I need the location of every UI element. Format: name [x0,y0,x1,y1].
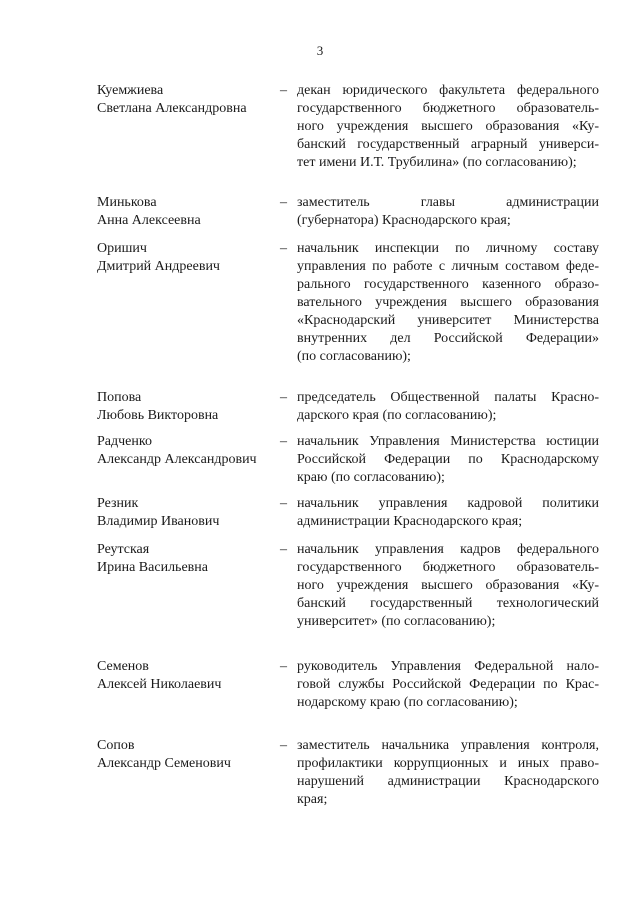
page-number: 3 [316,43,324,58]
member-surname: Минькова [97,195,157,210]
position-line: государственного бюджетного образователь- [297,101,599,116]
member-given-names: Дмитрий Андреевич [97,259,220,274]
position-line: дарского края (по согласованию); [297,408,497,423]
member-surname: Резник [97,496,139,511]
member-given-names: Владимир Иванович [97,514,220,529]
member-position [297,495,599,531]
position-line: краю (по согласованию); [297,470,445,485]
position-line: начальник инспекции по личному составу [297,241,599,256]
position-line: руководитель Управления Федеральной нало- [297,659,599,674]
position-line: края; [297,792,328,807]
member-position [297,240,599,366]
position-line: банский государственный аграрный универси- [297,137,599,152]
position-line: государственного бюджетного образователь- [297,560,599,575]
position-line: начальник управления кадровой политики [297,496,599,511]
member-given-names: Ирина Васильевна [97,560,208,575]
member-position [297,194,599,230]
position-line: декан юридического факультета федерального [297,83,599,98]
dash-separator: – [280,738,287,753]
position-line: тет имени И.Т. Трубилина» (по согласованию); [297,155,577,170]
member-position [297,433,599,487]
member-given-names: Алексей Николаевич [97,677,222,692]
position-line: рального государственного казенного образо- [297,277,599,292]
member-surname: Попова [97,390,142,405]
member-name [97,194,272,230]
position-line: начальник управления кадров федерального [297,542,599,557]
dash-separator: – [280,659,287,674]
member-surname: Сопов [97,738,135,753]
member-name [97,240,272,276]
position-line: ного учреждения высшего образования «Ку- [297,578,599,593]
member-name [97,389,272,425]
position-line: (по согласованию); [297,349,411,364]
position-line: внутренних дел Российской Федерации» [297,331,599,346]
member-given-names: Александр Александрович [97,452,257,467]
position-line: председатель Общественной палаты Красно- [297,390,599,405]
dash-separator: – [280,434,287,449]
dash-separator: – [280,241,287,256]
position-line: университет» (по согласованию); [297,614,496,629]
position-line: заместитель начальника управления контроля, [297,738,599,753]
position-line: говой службы Российской Федерации по Крас- [297,677,599,692]
member-surname: Куемжиева [97,83,164,98]
member-surname: Радченко [97,434,152,449]
position-line: управления по работе с личным составом феде- [297,259,599,274]
position-line: вательного учреждения высшего образования [297,295,599,310]
position-line: профилактики коррупционных и иных право- [297,756,599,771]
member-position [297,389,599,425]
dash-separator: – [280,542,287,557]
dash-separator: – [280,496,287,511]
member-name [97,541,272,577]
member-name [97,495,272,531]
position-line: ного учреждения высшего образования «Ку- [297,119,599,134]
dash-separator: – [280,390,287,405]
member-surname: Семенов [97,659,149,674]
dash-separator: – [280,195,287,210]
position-line: нодарскому краю (по согласованию); [297,695,518,710]
member-given-names: Любовь Викторовна [97,408,219,423]
member-position [297,737,599,809]
member-name [97,82,272,118]
position-line: (губернатора) Краснодарского края; [297,213,511,228]
member-given-names: Александр Семенович [97,756,231,771]
member-given-names: Светлана Александровна [97,101,247,116]
position-line: нарушений администрации Краснодарского [297,774,599,789]
position-line: Российской Федерации по Краснодарскому [297,452,599,467]
member-name [97,737,272,773]
position-line: банский государственный технологический [297,596,599,611]
member-position [297,541,599,631]
member-name [97,658,272,694]
member-position [297,658,599,712]
member-surname: Реутская [97,542,150,557]
position-line: администрации Краснодарского края; [297,514,523,529]
position-line: начальник Управления Министерства юстиции [297,434,599,449]
member-given-names: Анна Алексеевна [97,213,201,228]
position-line: заместитель главы администрации [297,195,599,210]
member-position [297,82,599,172]
member-name [97,433,272,469]
position-line: «Краснодарский университет Министерства [297,313,599,328]
member-surname: Оришич [97,241,147,256]
dash-separator: – [280,83,287,98]
